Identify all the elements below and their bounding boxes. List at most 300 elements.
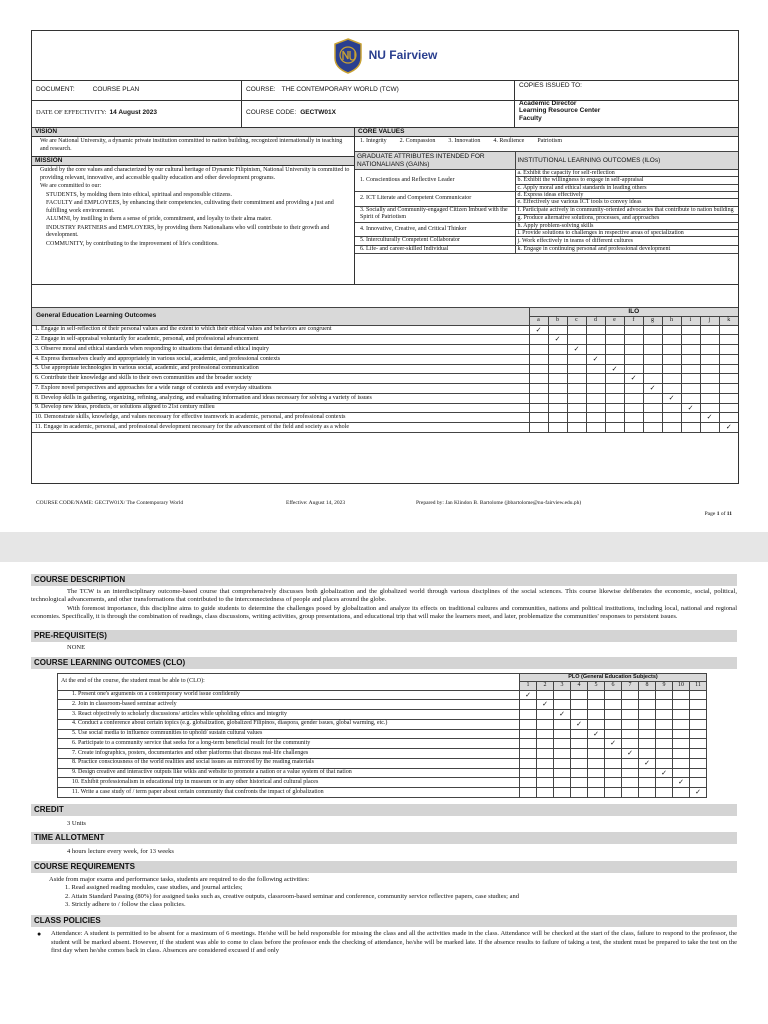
check-mark: ✓ — [537, 700, 554, 710]
matrix-cell — [529, 403, 548, 413]
matrix-cell — [537, 690, 554, 700]
matrix-cell — [622, 739, 639, 749]
matrix-cell — [673, 729, 690, 739]
graduate-attribute: 6. Life- and career-skilled Individual — [355, 245, 515, 254]
check-mark: ✓ — [586, 354, 605, 364]
col-header: 8 — [639, 682, 656, 691]
section-requirements: COURSE REQUIREMENTS — [31, 861, 737, 873]
matrix-cell — [656, 739, 673, 749]
page-prefix: Page — [704, 511, 717, 517]
outcome-text: 3. Observe moral and ethical standards when responding to situations that demand ethical inquiry — [32, 345, 529, 355]
matrix-cell — [662, 384, 681, 394]
matrix-cell — [548, 403, 567, 413]
requirements-intro: Aside from major exams and performance tasks, students are required to do the following activities: — [49, 875, 310, 883]
outcome-row — [32, 354, 738, 364]
matrix-cell — [719, 393, 738, 403]
matrix-cell — [719, 335, 738, 345]
mission-body — [32, 166, 354, 248]
matrix-cell — [662, 403, 681, 413]
matrix-cell — [622, 690, 639, 700]
check-mark: ✓ — [719, 423, 738, 433]
outcome-text: 9. Develop new ideas, products, or solutions aligned to 21st century milieu — [32, 403, 529, 413]
matrix-cell — [656, 749, 673, 759]
matrix-cell — [690, 719, 707, 729]
effectivity-value: 14 August 2023 — [109, 109, 157, 117]
matrix-cell — [586, 423, 605, 433]
plo-header: PLO (General Education Subjects) — [520, 674, 707, 682]
matrix-cell — [537, 788, 554, 798]
check-mark: ✓ — [681, 403, 700, 413]
matrix-cell — [605, 374, 624, 384]
graduate-attribute: 4. Innovative, Creative, and Critical Thinker — [355, 222, 515, 237]
matrix-cell — [719, 403, 738, 413]
outcome-text: 11. Write a case study of / term paper about certain community that confronts the impact of globalization — [58, 788, 520, 798]
matrix-cell — [586, 403, 605, 413]
gains-row — [355, 192, 738, 199]
matrix-cell — [639, 710, 656, 720]
footer-course: COURSE CODE/NAME: GECTW01X/ The Contemporary World — [36, 500, 184, 506]
col-header: e — [605, 317, 624, 326]
matrix-cell — [605, 768, 622, 778]
matrix-cell — [537, 729, 554, 739]
matrix-cell — [586, 345, 605, 355]
gains-ilo-table — [355, 151, 738, 254]
matrix-cell — [681, 364, 700, 374]
matrix-cell — [643, 345, 662, 355]
matrix-cell — [639, 719, 656, 729]
col-header: 2 — [537, 682, 554, 691]
mission-title: MISSION — [32, 156, 354, 166]
matrix-cell — [700, 364, 719, 374]
document-cell — [32, 81, 242, 100]
matrix-cell — [624, 364, 643, 374]
ilo-item: i. Provide solutions to challenges in respective areas of specialization — [515, 229, 738, 236]
matrix-cell — [529, 345, 548, 355]
outcome-text: 5. Use appropriate technologies in various social, academic, and professional communication — [32, 364, 529, 374]
matrix-cell — [571, 749, 588, 759]
outcome-row — [58, 778, 707, 788]
matrix-cell — [529, 335, 548, 345]
check-mark: ✓ — [690, 788, 707, 798]
matrix-cell — [643, 335, 662, 345]
matrix-cell — [567, 364, 586, 374]
matrix-cell — [690, 700, 707, 710]
col-header: 4 — [571, 682, 588, 691]
matrix-cell — [622, 719, 639, 729]
outcome-text: 11. Engage in academic, personal, and professional development necessary for the advancement of the field and society as a whole — [32, 423, 529, 433]
gains-row — [355, 170, 738, 177]
copy-recipient: Faculty — [519, 114, 542, 122]
matrix-cell — [662, 364, 681, 374]
outcome-row — [32, 384, 738, 394]
matrix-cell — [548, 393, 567, 403]
core-values-list — [355, 137, 738, 151]
gains-row — [355, 237, 738, 246]
page-2 — [0, 562, 768, 1024]
matrix-cell — [520, 710, 537, 720]
matrix-cell — [643, 354, 662, 364]
section-prerequisite: PRE-REQUISITE(S) — [31, 630, 737, 642]
matrix-cell — [700, 335, 719, 345]
page-number — [705, 511, 732, 518]
col-header: i — [681, 317, 700, 326]
page-total: 11 — [726, 511, 732, 517]
matrix-cell — [656, 710, 673, 720]
matrix-cell — [548, 345, 567, 355]
matrix-cell — [719, 384, 738, 394]
matrix-cell — [719, 413, 738, 423]
matrix-cell — [537, 749, 554, 759]
outcome-text: 1. Present one's arguments on a contemporary world issue confidently — [58, 690, 520, 700]
matrix-cell — [662, 325, 681, 335]
matrix-cell — [624, 413, 643, 423]
check-mark: ✓ — [529, 325, 548, 335]
policy-text: Attendance: A student is permitted to be absent for a maximum of 6 meetings. He/she will be held responsible for missing the class and all the activities made in the class. Attendance will be checked at the start of the class, failure to respond to the professor, the student will be marked absent. However, if the student was able to come to class before the professor ends the checking of attendance, he/she will be marked late. If the absence results to failure of taking a test, the student must be prepared to take the test on the first day when he/she comes back in class. Absences are considered excused if and only — [51, 930, 737, 955]
col-header: 9 — [656, 682, 673, 691]
matrix-cell — [520, 778, 537, 788]
matrix-cell — [605, 758, 622, 768]
matrix-cell — [624, 325, 643, 335]
brand-name: NU Fairview — [368, 48, 438, 62]
matrix-cell — [673, 788, 690, 798]
requirement-item: 2. Attain Standard Passing (80%) for assigned tasks such as, creative outputs, classroom-based seminar and conference, community service reflective papers, case studies; and — [65, 892, 519, 900]
matrix-cell — [571, 710, 588, 720]
col-header: 5 — [588, 682, 605, 691]
matrix-cell — [537, 719, 554, 729]
gelo-header-row — [32, 308, 738, 317]
ilo-item: d. Express ideas effectively — [515, 192, 738, 199]
ilo-item: c. Apply moral and ethical standards in leading others — [515, 184, 738, 191]
gains-row — [355, 222, 738, 229]
matrix-cell — [656, 700, 673, 710]
header-row-2 — [32, 100, 738, 128]
check-mark: ✓ — [605, 364, 624, 374]
matrix-cell — [605, 749, 622, 759]
requirement-item: 1. Read assigned reading modules, case studies, and journal articles; — [65, 884, 243, 892]
course-label: COURSE: — [246, 86, 276, 94]
col-header: g — [643, 317, 662, 326]
check-mark: ✓ — [662, 393, 681, 403]
ilo-item: k. Engage in continuing personal and professional development — [515, 245, 738, 254]
outcome-row — [32, 325, 738, 335]
course-cell — [242, 81, 515, 100]
matrix-cell — [643, 403, 662, 413]
col-header: 11 — [690, 682, 707, 691]
matrix-cell — [520, 729, 537, 739]
matrix-cell — [643, 413, 662, 423]
matrix-cell — [586, 393, 605, 403]
ga-title: GRADUATE ATTRIBUTES INTENDED FOR NATIONALIANS (GAINs) — [355, 152, 515, 170]
matrix-cell — [571, 739, 588, 749]
outcome-text: 1. Engage in self-reflection of their personal values and the extent to which their ethical values and behaviors are congruent — [32, 325, 529, 335]
description-p1: The TCW is an interdisciplinary outcome-based course that comprehensively discusses both globalization and the globalized world through various disciplines of the social sciences. This course likewise deliberates the economic, social, political, technological advancements, and other transformations that contributed to the interconnectedness of people and places around the globe. — [31, 588, 737, 604]
nu-seal-logo — [333, 38, 363, 74]
col-header: h — [662, 317, 681, 326]
matrix-cell — [588, 788, 605, 798]
matrix-cell — [622, 729, 639, 739]
matrix-cell — [548, 423, 567, 433]
matrix-cell — [548, 413, 567, 423]
matrix-cell — [624, 423, 643, 433]
col-header: 3 — [554, 682, 571, 691]
matrix-cell — [673, 690, 690, 700]
outcome-text: 4. Conduct a conference about certain topics (e.g. globalization, globalized Filipinos, diaspora, gender issues, global warming, etc.) — [58, 719, 520, 729]
outcome-row — [32, 335, 738, 345]
outcome-row — [58, 768, 707, 778]
matrix-cell — [605, 403, 624, 413]
outcome-text: 6. Contribute their knowledge and skills to their own communities and the broader society — [32, 374, 529, 384]
matrix-cell — [700, 403, 719, 413]
matrix-cell — [673, 710, 690, 720]
mission-item: COMMUNITY, by contributing to the improvement of life's conditions. — [46, 240, 219, 247]
matrix-cell — [673, 719, 690, 729]
col-header: k — [719, 317, 738, 326]
matrix-cell — [571, 729, 588, 739]
matrix-cell — [639, 700, 656, 710]
matrix-cell — [567, 374, 586, 384]
matrix-cell — [656, 788, 673, 798]
matrix-cell — [624, 335, 643, 345]
outcome-row — [58, 729, 707, 739]
matrix-cell — [529, 354, 548, 364]
outcome-row — [32, 374, 738, 384]
matrix-cell — [643, 393, 662, 403]
matrix-cell — [567, 393, 586, 403]
col-header: a — [529, 317, 548, 326]
matrix-cell — [681, 374, 700, 384]
matrix-cell — [622, 758, 639, 768]
matrix-cell — [605, 778, 622, 788]
matrix-cell — [622, 768, 639, 778]
matrix-cell — [719, 325, 738, 335]
matrix-cell — [537, 710, 554, 720]
matrix-cell — [662, 345, 681, 355]
matrix-cell — [520, 700, 537, 710]
time-allotment-value: 4 hours lecture every week, for 13 weeks — [67, 848, 174, 856]
matrix-cell — [529, 413, 548, 423]
matrix-cell — [639, 690, 656, 700]
outcome-row — [58, 739, 707, 749]
matrix-cell — [605, 335, 624, 345]
matrix-cell — [622, 778, 639, 788]
matrix-cell — [700, 354, 719, 364]
matrix-cell — [605, 729, 622, 739]
matrix-cell — [690, 778, 707, 788]
gelo-title: General Education Learning Outcomes — [32, 308, 529, 326]
section-class-policies: CLASS POLICIES — [31, 915, 737, 927]
matrix-cell — [719, 354, 738, 364]
matrix-cell — [681, 413, 700, 423]
matrix-cell — [529, 384, 548, 394]
matrix-cell — [673, 749, 690, 759]
matrix-cell — [681, 384, 700, 394]
matrix-cell — [537, 758, 554, 768]
check-mark: ✓ — [656, 768, 673, 778]
outcome-text: 7. Create infographics, posters, documentaries and other platforms that discuss real-life challenges — [58, 749, 520, 759]
matrix-cell — [588, 749, 605, 759]
matrix-cell — [554, 690, 571, 700]
matrix-cell — [605, 354, 624, 364]
matrix-cell — [605, 345, 624, 355]
code-cell — [242, 100, 515, 127]
matrix-cell — [662, 354, 681, 364]
matrix-cell — [639, 778, 656, 788]
col-header: 1 — [520, 682, 537, 691]
matrix-cell — [700, 374, 719, 384]
matrix-cell — [719, 364, 738, 374]
matrix-cell — [548, 384, 567, 394]
outcome-text: 10. Exhibit professionalism in educational trip in museum or in any other historical and cultural places — [58, 778, 520, 788]
matrix-cell — [586, 325, 605, 335]
outcome-row — [58, 719, 707, 729]
outcome-row — [32, 345, 738, 355]
ilo-item: f. Participate actively in community-oriented advocacies that contribute to nation building — [515, 206, 738, 214]
matrix-cell — [656, 778, 673, 788]
matrix-cell — [673, 768, 690, 778]
matrix-cell — [554, 729, 571, 739]
matrix-cell — [690, 690, 707, 700]
matrix-cell — [567, 325, 586, 335]
outcome-row — [58, 788, 707, 798]
matrix-cell — [520, 768, 537, 778]
mission-item: FACULTY and EMPLOYEES, by enhancing their competencies, cultivating their commitment and providing a just and fulfilling work environment. — [46, 200, 334, 214]
gains-header-row — [355, 152, 738, 170]
matrix-cell — [567, 423, 586, 433]
ilo-title: INSTITUTIONAL LEARNING OUTCOMES (ILOs) — [515, 152, 738, 170]
matrix-cell — [624, 403, 643, 413]
check-mark: ✓ — [605, 739, 622, 749]
effectivity-label: DATE OF EFFECTIVITY: — [36, 109, 107, 117]
outcome-row — [58, 749, 707, 759]
matrix-cell — [554, 719, 571, 729]
col-header: b — [548, 317, 567, 326]
vmv-section — [32, 128, 738, 285]
matrix-cell — [605, 719, 622, 729]
outcome-text: 4. Express themselves clearly and appropriately in various social, academic, and professional contexts — [32, 354, 529, 364]
matrix-cell — [700, 325, 719, 335]
check-mark: ✓ — [643, 384, 662, 394]
col-header: 6 — [605, 682, 622, 691]
matrix-cell — [605, 393, 624, 403]
outcome-row — [32, 423, 738, 433]
matrix-cell — [588, 758, 605, 768]
mission-text: Guided by the core values and characterized by our cultural heritage of Dynamic Filipinism, National University is committed to providing relevant, innovative, and accessible quality education and other development programs. — [40, 167, 350, 181]
matrix-cell — [529, 374, 548, 384]
matrix-cell — [571, 788, 588, 798]
matrix-cell — [690, 729, 707, 739]
matrix-cell — [548, 364, 567, 374]
vision-title: VISION — [32, 128, 354, 137]
ilo-item: e. Effectively use various ICT tools to convey ideas — [515, 199, 738, 206]
col-header: 7 — [622, 682, 639, 691]
matrix-cell — [643, 374, 662, 384]
matrix-cell — [719, 374, 738, 384]
check-mark: ✓ — [622, 749, 639, 759]
requirement-item: 3. Strictly adhere to / follow the class policies. — [65, 901, 186, 908]
matrix-cell — [662, 335, 681, 345]
outcome-text: 9. Design creative and interactive outputs like wikis and website to promote a nation or a value system of that nation — [58, 768, 520, 778]
mission-item: INDUSTRY PARTNERS and EMPLOYERS, by providing them Nationalians who will contribute to their growth and development. — [46, 224, 330, 239]
matrix-cell — [605, 700, 622, 710]
matrix-cell — [548, 354, 567, 364]
matrix-cell — [537, 768, 554, 778]
spacer — [32, 285, 738, 307]
matrix-cell — [639, 739, 656, 749]
outcome-row — [32, 364, 738, 374]
matrix-cell — [662, 413, 681, 423]
section-credit: CREDIT — [31, 804, 737, 816]
ilo-item: a. Exhibit the capacity for self-reflection — [515, 170, 738, 177]
document-value: COURSE PLAN — [92, 86, 140, 94]
effectivity-cell — [32, 100, 242, 127]
matrix-cell — [554, 768, 571, 778]
matrix-cell — [656, 690, 673, 700]
ilo-item: g. Produce alternative solutions, processes, and approaches — [515, 214, 738, 222]
page-gap — [0, 532, 768, 562]
matrix-cell — [571, 700, 588, 710]
matrix-cell — [681, 335, 700, 345]
matrix-cell — [639, 729, 656, 739]
gelo-ilo-header: ILO — [529, 308, 738, 317]
matrix-cell — [571, 768, 588, 778]
matrix-cell — [605, 384, 624, 394]
matrix-cell — [548, 374, 567, 384]
prerequisite-value: NONE — [67, 643, 86, 651]
logo-row — [32, 31, 738, 81]
matrix-cell — [700, 393, 719, 403]
matrix-cell — [548, 325, 567, 335]
matrix-cell — [567, 413, 586, 423]
outcome-text: 2. Engage in self-appraisal voluntarily for academic, personal, and professional advancement — [32, 335, 529, 345]
graduate-attribute: 1. Conscientious and Reflective Leader — [355, 170, 515, 192]
matrix-cell — [554, 739, 571, 749]
check-mark: ✓ — [571, 719, 588, 729]
check-mark: ✓ — [639, 758, 656, 768]
document-label: DOCUMENT: — [36, 86, 75, 94]
page-footer — [36, 500, 732, 507]
copy-recipient: Academic Director — [519, 100, 577, 107]
matrix-cell — [605, 788, 622, 798]
matrix-cell — [588, 710, 605, 720]
matrix-cell — [571, 778, 588, 788]
matrix-cell — [662, 423, 681, 433]
matrix-cell — [673, 739, 690, 749]
clo-table — [57, 673, 707, 798]
matrix-cell — [588, 690, 605, 700]
course-value: THE CONTEMPORARY WORLD (TCW) — [281, 86, 399, 94]
matrix-cell — [622, 700, 639, 710]
matrix-cell — [690, 710, 707, 720]
matrix-cell — [588, 768, 605, 778]
page-current: 1 — [716, 511, 720, 517]
col-header: j — [700, 317, 719, 326]
spacer — [32, 433, 738, 483]
matrix-cell — [639, 768, 656, 778]
matrix-cell — [567, 354, 586, 364]
matrix-cell — [690, 749, 707, 759]
matrix-cell — [586, 384, 605, 394]
check-mark: ✓ — [554, 710, 571, 720]
outcome-row — [32, 403, 738, 413]
matrix-cell — [586, 374, 605, 384]
matrix-cell — [605, 710, 622, 720]
check-mark: ✓ — [673, 778, 690, 788]
matrix-cell — [662, 374, 681, 384]
outcome-text: 8. Practice consciousness of the world realities and social issues as mirrored by the reading materials — [58, 758, 520, 768]
matrix-cell — [520, 719, 537, 729]
matrix-cell — [690, 758, 707, 768]
matrix-cell — [529, 393, 548, 403]
